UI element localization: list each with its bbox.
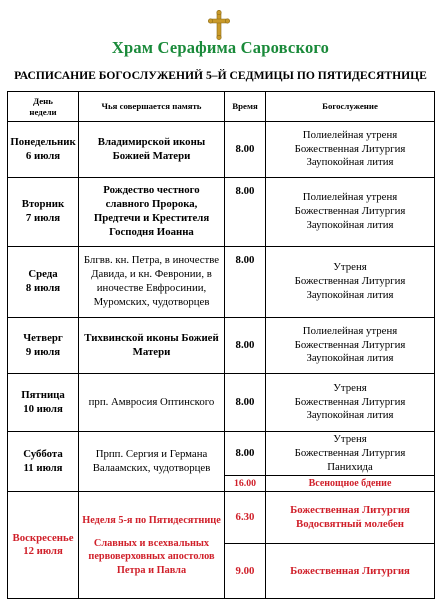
header-day: День недели xyxy=(8,92,79,122)
table-row-wednesday xyxy=(8,247,435,318)
time-cell: 9.00 xyxy=(225,544,266,599)
church-name: Храм Серафима Саровского xyxy=(111,38,330,57)
time-cell: 8.00 xyxy=(225,178,266,247)
table-row-thursday xyxy=(8,318,435,374)
memory-cell: Прпп. Сергия и Германа Валаамских, чудотворцев xyxy=(79,432,225,492)
service-cell: Полиелейная утреня Божественная Литургия Заупокойная лития xyxy=(266,318,435,374)
day-cell: Воскресенье 12 июля xyxy=(8,492,79,599)
day-cell: Четверг 9 июля xyxy=(8,318,79,374)
schedule-title: РАСПИСАНИЕ БОГОСЛУЖЕНИЙ 5–Й СЕДМИЦЫ ПО ПЯТИДЕСЯТНИЦЕ xyxy=(14,69,427,82)
time-cell: 8.00 xyxy=(225,318,266,374)
memory-cell: Блгвв. кн. Петра, в иночестве Давида, и кн. Февронии, в иночестве Евфросинии, Муромских, чудотворцев xyxy=(79,247,225,318)
service-cell: Утреня Божественная Литургия Панихида xyxy=(266,432,435,476)
table-row-friday xyxy=(8,374,435,432)
service-cell: Полиелейная утреня Божественная Литургия Заупокойная лития xyxy=(266,122,435,178)
service-cell: Полиелейная утреня Божественная Литургия Заупокойная лития xyxy=(266,178,435,247)
evening-service-cell: Всенощное бдение xyxy=(266,476,435,492)
day-cell: Понедельник 6 июля xyxy=(8,122,79,178)
table-row-saturday xyxy=(8,432,435,476)
memory-cell: Неделя 5-я по Пятидесятнице Славных и всехвальных первоверховных апостолов Петра и Павла xyxy=(79,492,225,599)
memory-cell: Тихвинской иконы Божией Матери xyxy=(79,318,225,374)
service-cell: Божественная Литургия Водосвятный молебен xyxy=(266,492,435,544)
orthodox-cross-icon xyxy=(206,10,232,40)
table-header-row xyxy=(8,92,435,122)
time-cell: 8.00 xyxy=(225,122,266,178)
service-cell: Утреня Божественная Литургия Заупокойная лития xyxy=(266,374,435,432)
evening-time-cell: 16.00 xyxy=(225,476,266,492)
schedule-table xyxy=(7,91,435,599)
header-time: Время xyxy=(225,92,266,122)
table-row-sunday xyxy=(8,492,435,544)
day-cell: Среда 8 июля xyxy=(8,247,79,318)
time-cell: 8.00 xyxy=(225,247,266,318)
memory-cell: Рождество честного славного Пророка, Предтечи и Крестителя Господня Иоанна xyxy=(79,178,225,247)
header-service: Богослужение xyxy=(266,92,435,122)
header-memory: Чья совершается память xyxy=(79,92,225,122)
time-cell: 8.00 xyxy=(225,374,266,432)
memory-cell: Владимирской иконы Божией Матери xyxy=(79,122,225,178)
day-cell: Суббота 11 июля xyxy=(8,432,79,492)
time-cell: 8.00 xyxy=(225,432,266,476)
time-cell: 6.30 xyxy=(225,492,266,544)
day-cell: Вторник 7 июля xyxy=(8,178,79,247)
service-cell: Утреня Божественная Литургия Заупокойная лития xyxy=(266,247,435,318)
day-cell: Пятница 10 июля xyxy=(8,374,79,432)
table-row-monday xyxy=(8,122,435,178)
memory-cell: прп. Амвросия Оптинского xyxy=(79,374,225,432)
service-cell: Божественная Литургия xyxy=(266,544,435,599)
table-row-tuesday xyxy=(8,178,435,247)
